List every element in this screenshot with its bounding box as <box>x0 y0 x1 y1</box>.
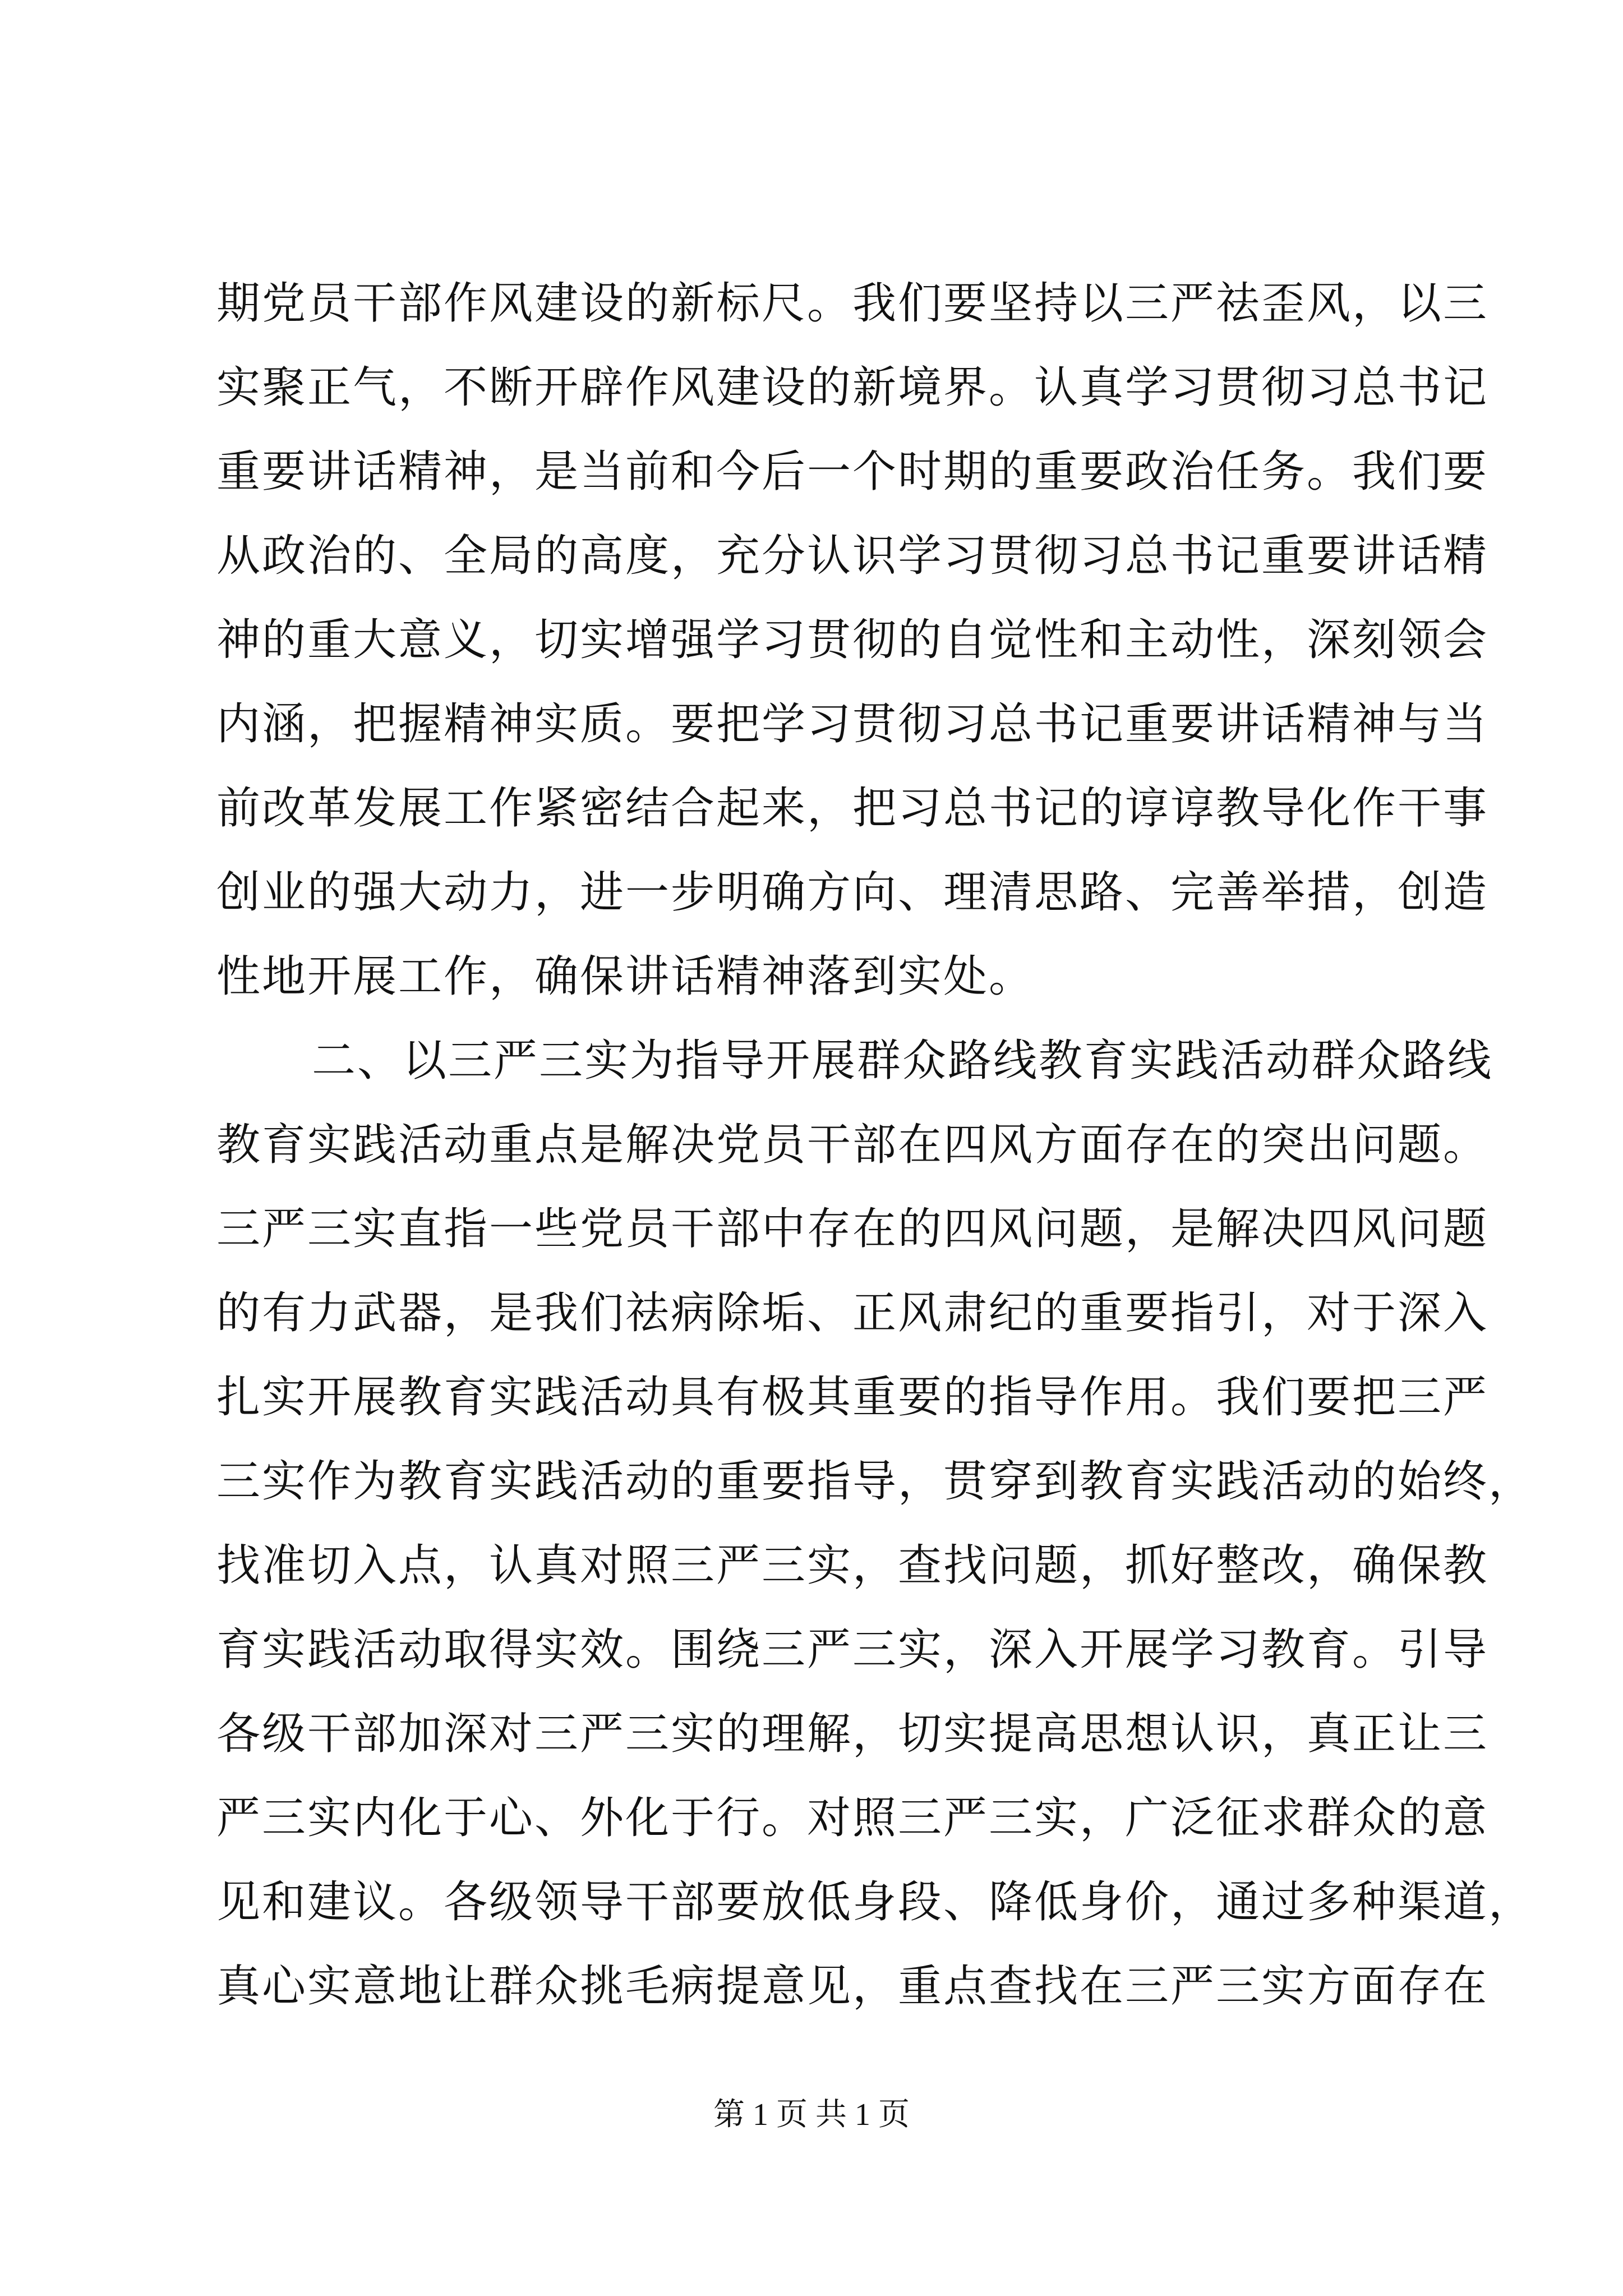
text-line: 三严三实直指一些党员干部中存在的四风问题，是解决四风问题 <box>216 1204 1489 1254</box>
text-line: 创业的强大动力，进一步明确方向、理清思路、完善举措，创造 <box>216 867 1489 918</box>
text-line: 从政治的、全局的高度，充分认识学习贯彻习总书记重要讲话精 <box>216 531 1489 581</box>
text-line: 真心实意地让群众挑毛病提意见，重点查找在三严三实方面存在 <box>216 1961 1489 2012</box>
text-line: 前改革发展工作紧密结合起来，把习总书记的谆谆教导化作干事 <box>216 783 1489 834</box>
text-line: 各级干部加深对三严三实的理解，切实提高思想认识，真正让三 <box>216 1709 1489 1759</box>
text-line: 三实作为教育实践活动的重要指导，贯穿到教育实践活动的始终， <box>216 1456 1534 1507</box>
page-number-footer: 第 1 页 共 1 页 <box>713 2097 910 2132</box>
text-line: 重要讲话精神，是当前和今后一个时期的重要政治任务。我们要 <box>216 447 1489 497</box>
text-line: 教育实践活动重点是解决党员干部在四风方面存在的突出问题。 <box>216 1120 1489 1170</box>
text-line: 找准切入点，认真对照三严三实，查找问题，抓好整改，确保教 <box>216 1540 1489 1591</box>
text-line: 育实践活动取得实效。围绕三严三实，深入开展学习教育。引导 <box>216 1625 1489 1675</box>
document-body <box>216 261 1534 2028</box>
text-line: 神的重大意义，切实增强学习贯彻的自觉性和主动性，深刻领会 <box>216 615 1489 665</box>
text-line: 严三实内化于心、外化于行。对照三严三实，广泛征求群众的意 <box>216 1793 1489 1843</box>
text-line: 见和建议。各级领导干部要放低身段、降低身价，通过多种渠道， <box>216 1877 1534 1927</box>
text-line: 期党员干部作风建设的新标尺。我们要坚持以三严祛歪风，以三 <box>216 278 1489 329</box>
text-line: 性地开展工作，确保讲话精神落到实处。 <box>216 951 1035 1002</box>
text-line: 实聚正气，不断开辟作风建设的新境界。认真学习贯彻习总书记 <box>216 362 1489 413</box>
text-line: 内涵，把握精神实质。要把学习贯彻习总书记重要讲话精神与当 <box>216 699 1489 749</box>
section-heading-line: 二、以三严三实为指导开展群众路线教育实践活动群众路线 <box>312 1036 1493 1086</box>
text-line: 扎实开展教育实践活动具有极其重要的指导作用。我们要把三严 <box>216 1372 1489 1423</box>
text-line: 的有力武器，是我们祛病除垢、正风肃纪的重要指引，对于深入 <box>216 1288 1489 1338</box>
